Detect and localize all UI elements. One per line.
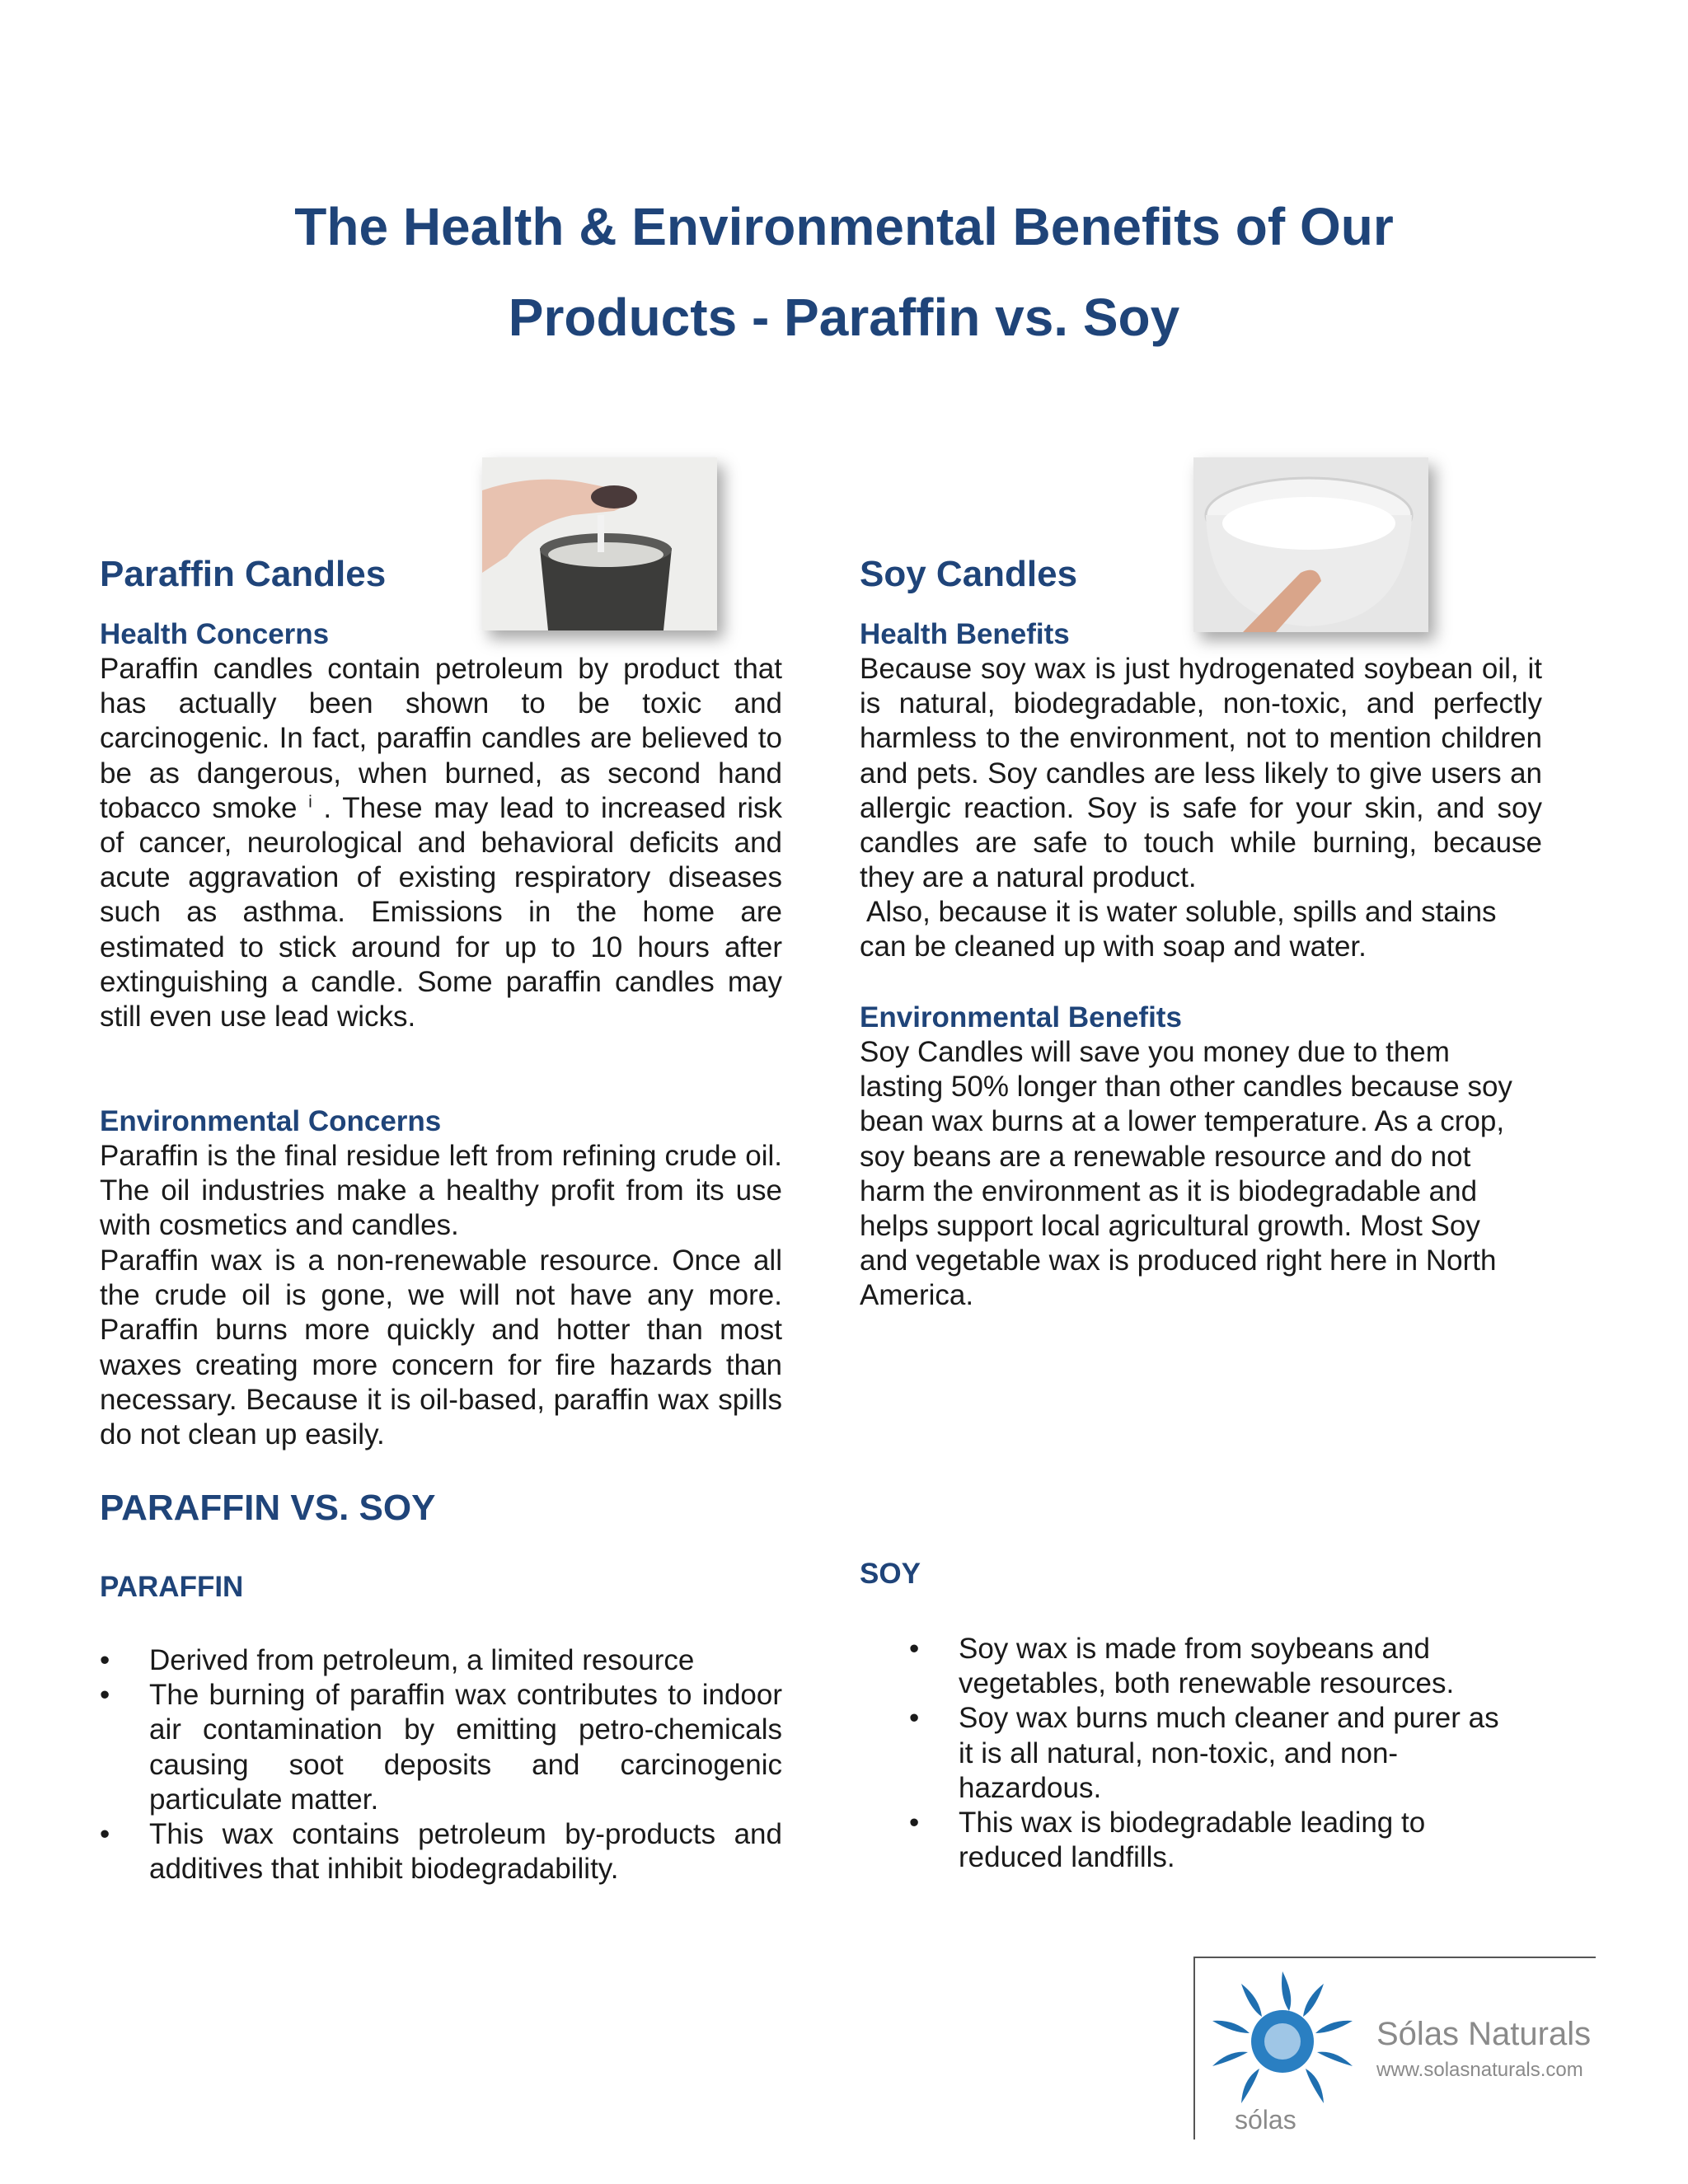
list-item: • This wax is biodegradable leading to reduced landfills. <box>909 1807 1426 1874</box>
list-item: • Soy wax is made from soybeans and vegetables, both renewable resources. <box>909 1633 1455 1700</box>
soy-env-heading: Environmental Benefits <box>860 1001 1182 1033</box>
title-line-2: Products - Paraffin vs. Soy <box>508 288 1180 347</box>
soy-env-text: Soy Candles will save you money due to them lasting 50% longer than other candles because soy bean wax burns at a lower temperature. As a crop, soy beans are a renewable resource and do not harm the environment as it is biodegradable and helps support local agricultural growth. Most Soy and vegetable wax is produced right here in North America. <box>860 1036 1512 1312</box>
logo-url: www.solasnaturals.com <box>1376 2059 1583 2081</box>
soy-health-heading: Health Benefits <box>860 618 1070 650</box>
paraffin-list <box>100 1643 782 1886</box>
logo-name: Sólas Naturals <box>1376 2016 1592 2052</box>
list-item: • Soy wax burns much cleaner and purer as it is all natural, non-toxic, and non-hazardous. <box>909 1702 1499 1804</box>
paraffin-list-label: PARAFFIN <box>100 1571 244 1603</box>
paraffin-health-text: Paraffin candles contain petroleum by product that has actually been shown to be toxic and carcinogenic. In fact, paraffin candles are believed to be as dangerous, when burned, as second hand tobacco smoke $^i$ . These may lead to increased risk of cancer, neurological and behavioral deficits and acute aggravation of existing respiratory diseases such as asthma. Emissions in the home are estimated to stick around for up to 10 hours after extinguishing a candle. Some paraffin candles may still even use lead wicks. <box>100 653 782 1033</box>
list-item: • The burning of paraffin wax contributes to indoor air contamination by emitting petro-chemicals causing soot deposits and carcinogenic particulate matter. <box>100 1679 782 1816</box>
solas-logo <box>1193 1957 1596 2139</box>
bullet-icon: • <box>100 1644 110 1676</box>
list-item: • This wax contains petroleum by-products and additives that inhibit biodegradability. <box>100 1818 782 1886</box>
sun-logo-icon <box>1200 1963 1365 2120</box>
bullet-icon: • <box>100 1679 110 1712</box>
soy-health-text-2: Also, because it is water soluble, spills and stains can be cleaned up with soap and water. <box>860 896 1497 963</box>
soy-list <box>909 1632 1503 1875</box>
bullet-icon: • <box>909 1807 920 1840</box>
soy-health-text: Because soy wax is just hydrogenated soybean oil, it is natural, biodegradable, non-toxic, and perfectly harmless to the environment, not to mention children and pets. Soy candles are less likely to give users an allergic reaction. Soy is safe for your skin, and soy candles are safe to touch while burning, because they are a natural product. <box>860 653 1542 894</box>
footnote-mark: i <box>308 793 312 812</box>
paraffin-env-text-2: Paraffin wax is a non-renewable resource. Once all the crude oil is gone, we will not have any more. Paraffin burns more quickly and hotter than most waxes creating more concern for fire hazards than necessary. Because it is oil-based, paraffin wax spills do not clean up easily. <box>100 1244 782 1451</box>
bullet-icon: • <box>909 1633 920 1665</box>
soy-list-label: SOY <box>860 1558 921 1590</box>
bullet-icon: • <box>909 1702 920 1735</box>
logo-sub: sólas <box>1235 2105 1296 2135</box>
bullet-icon: • <box>100 1818 110 1851</box>
comparison-heading: PARAFFIN VS. SOY <box>100 1488 436 1528</box>
paraffin-health-heading: Health Concerns <box>100 618 330 650</box>
title-line-1: The Health & Environmental Benefits of Our <box>294 197 1394 256</box>
paraffin-env-text-1: Paraffin is the final residue left from refining crude oil. The oil industries make a healthy profit from its use with cosmetics and candles. <box>100 1140 782 1242</box>
list-item: • Derived from petroleum, a limited resource <box>100 1643 782 1678</box>
paraffin-heading: Paraffin Candles <box>100 554 387 594</box>
paraffin-env-heading: Environmental Concerns <box>100 1105 442 1137</box>
soy-heading: Soy Candles <box>860 554 1078 594</box>
